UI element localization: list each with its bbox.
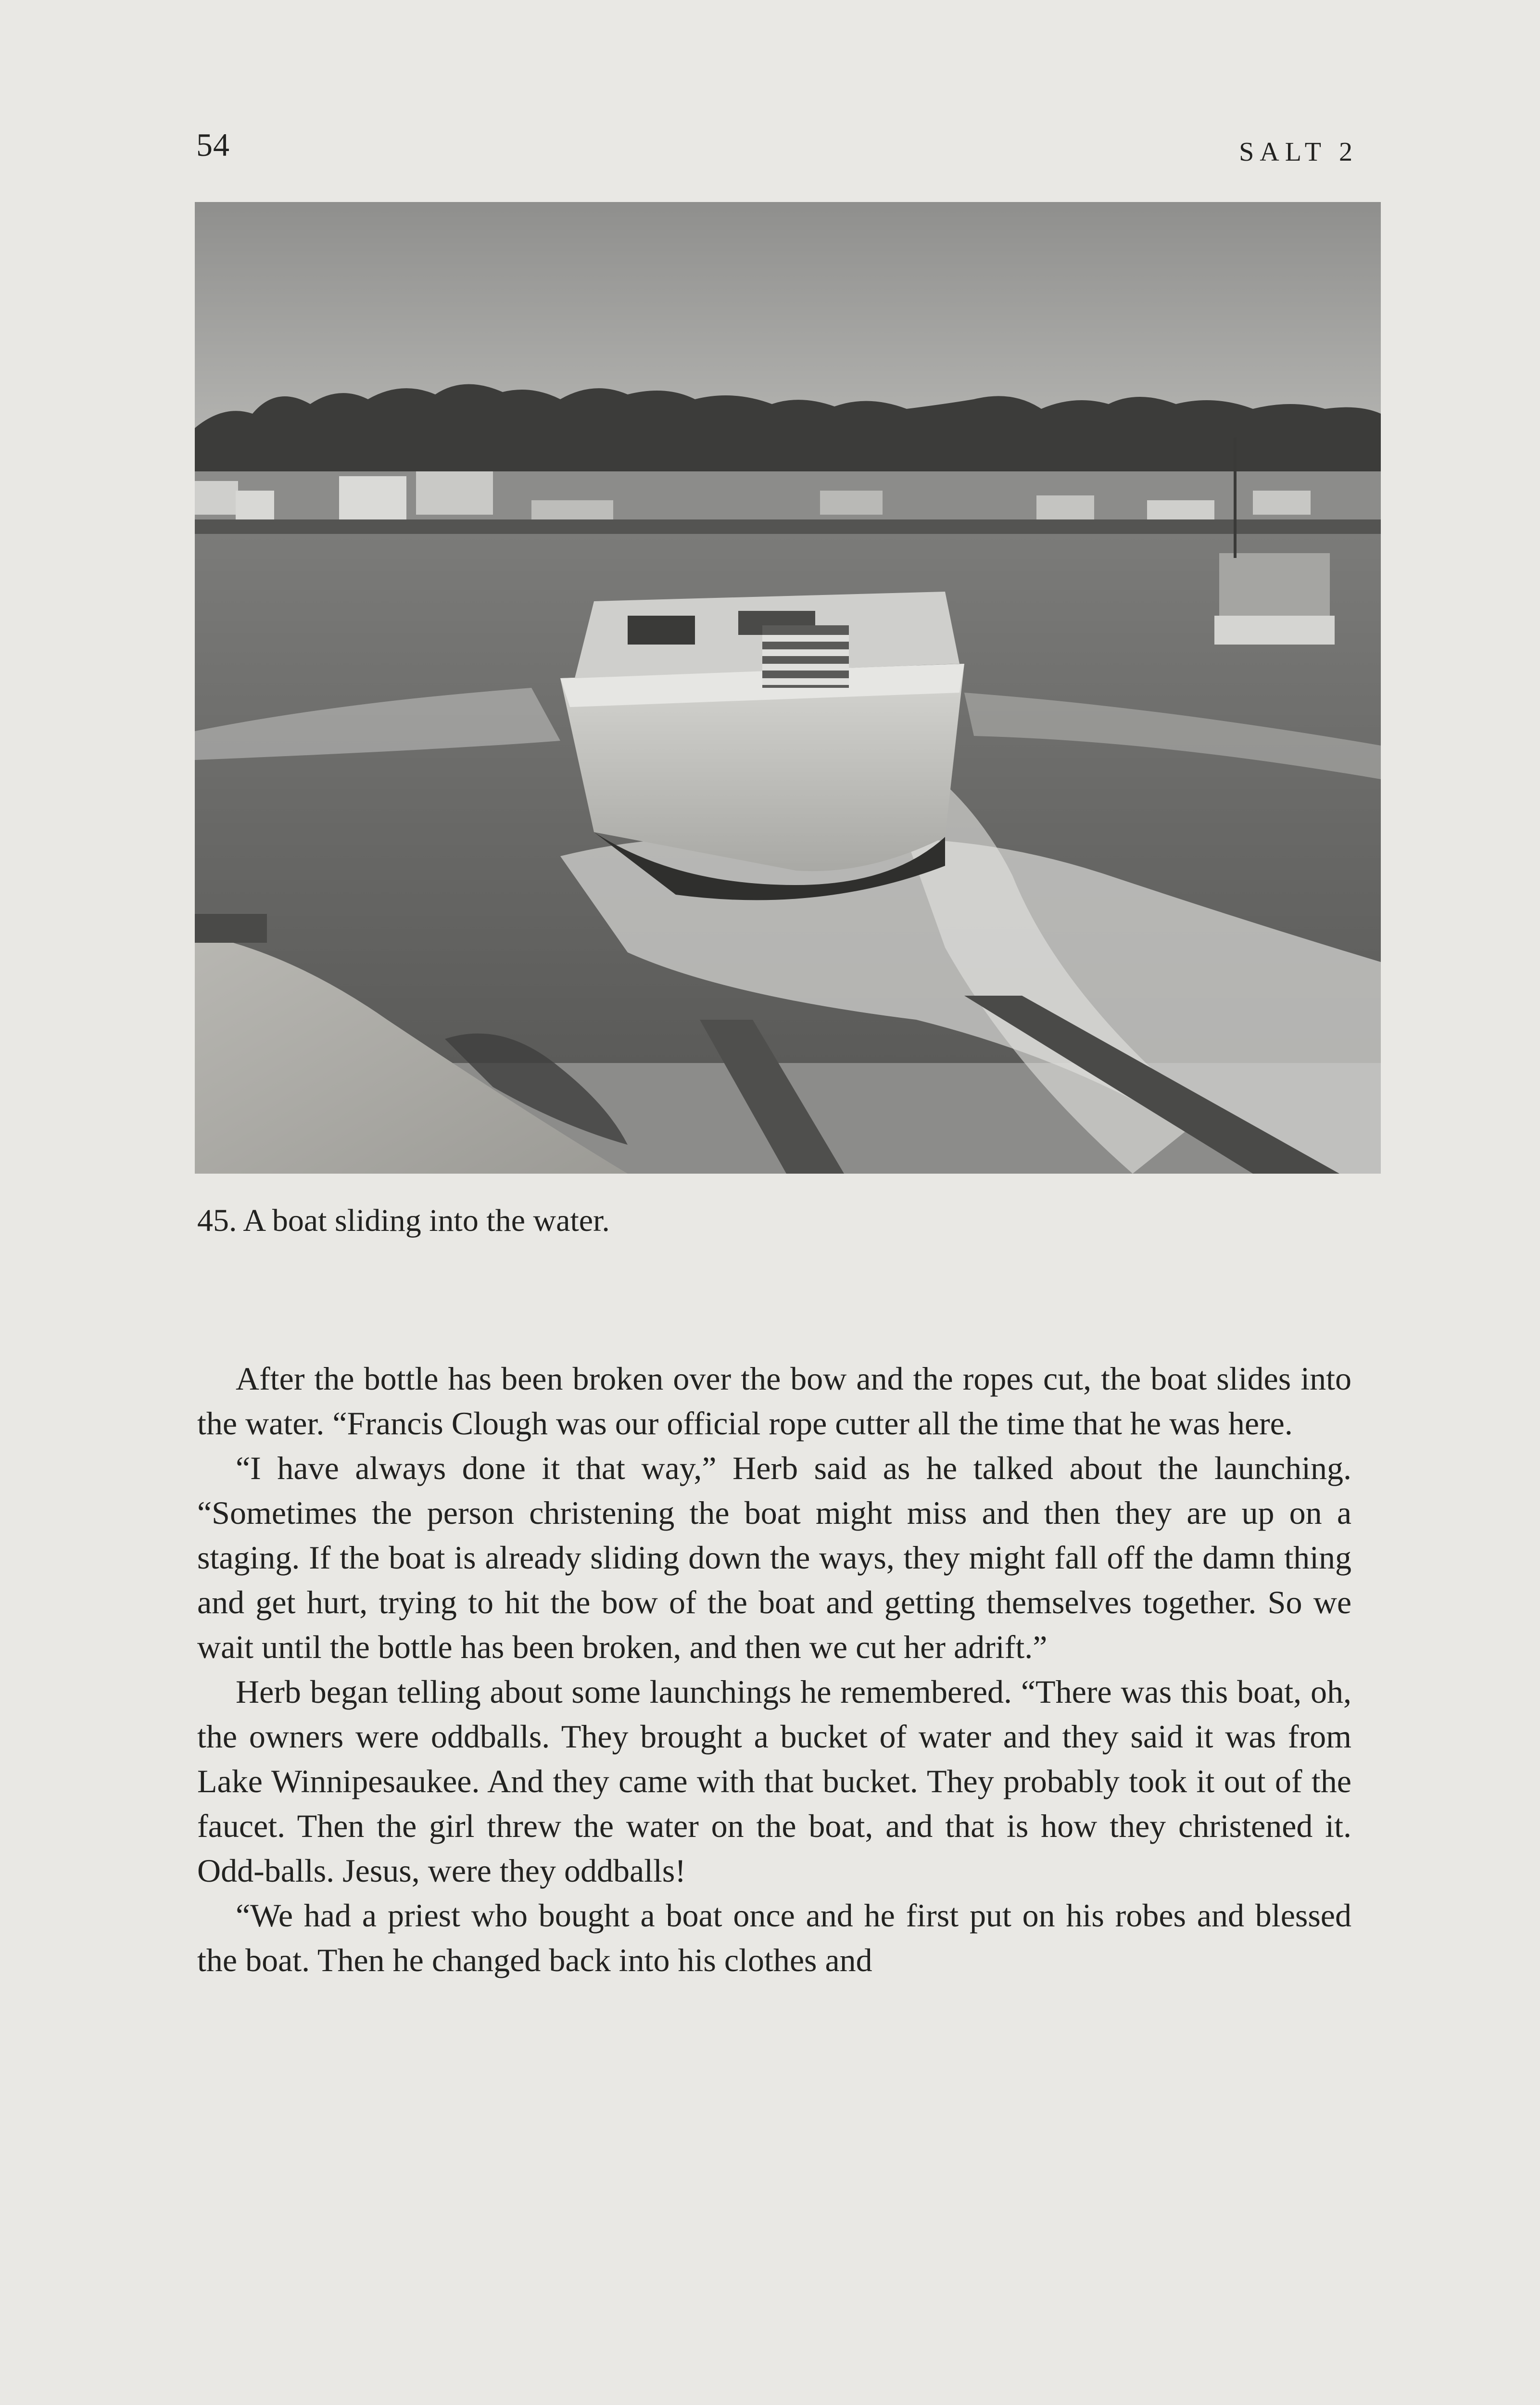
figure-caption: 45. A boat sliding into the water. xyxy=(197,1203,610,1238)
body-text xyxy=(197,1356,1351,1983)
paragraph: Herb began telling about some launchings he remembered. “There was this boat, oh, the owners were oddballs. They brought a bucket of water and they said it was from Lake Winnipesaukee. And they came with that bucket. They probably took it out of the faucet. Then the girl threw the water on the boat, and that is how they christened it. Odd-balls. Jesus, were they oddballs! xyxy=(197,1673,1351,1889)
page-number: 54 xyxy=(196,127,230,163)
paragraph: After the bottle has been broken over the bow and the ropes cut, the boat slides into the water. “Francis Clough was our official rope cutter all the time that he was here. xyxy=(197,1360,1351,1442)
photograph xyxy=(195,202,1381,1174)
boat-launch-photo xyxy=(195,202,1381,1174)
running-head: SALT 2 xyxy=(1239,137,1358,167)
paragraph: “We had a priest who bought a boat once and he first put on his robes and blessed the boat. Then he changed back into his clothes and xyxy=(197,1897,1351,1978)
paragraph: “I have always done it that way,” Herb said as he talked about the launching. “Sometimes the person christening the boat might miss and then they are up on a staging. If the boat is already sliding down the ways, they might fall off the damn thing and get hurt, trying to hit the bow of the boat and getting themselves together. So we wait until the bottle has been broken, and then we cut her adrift.” xyxy=(197,1450,1351,1665)
